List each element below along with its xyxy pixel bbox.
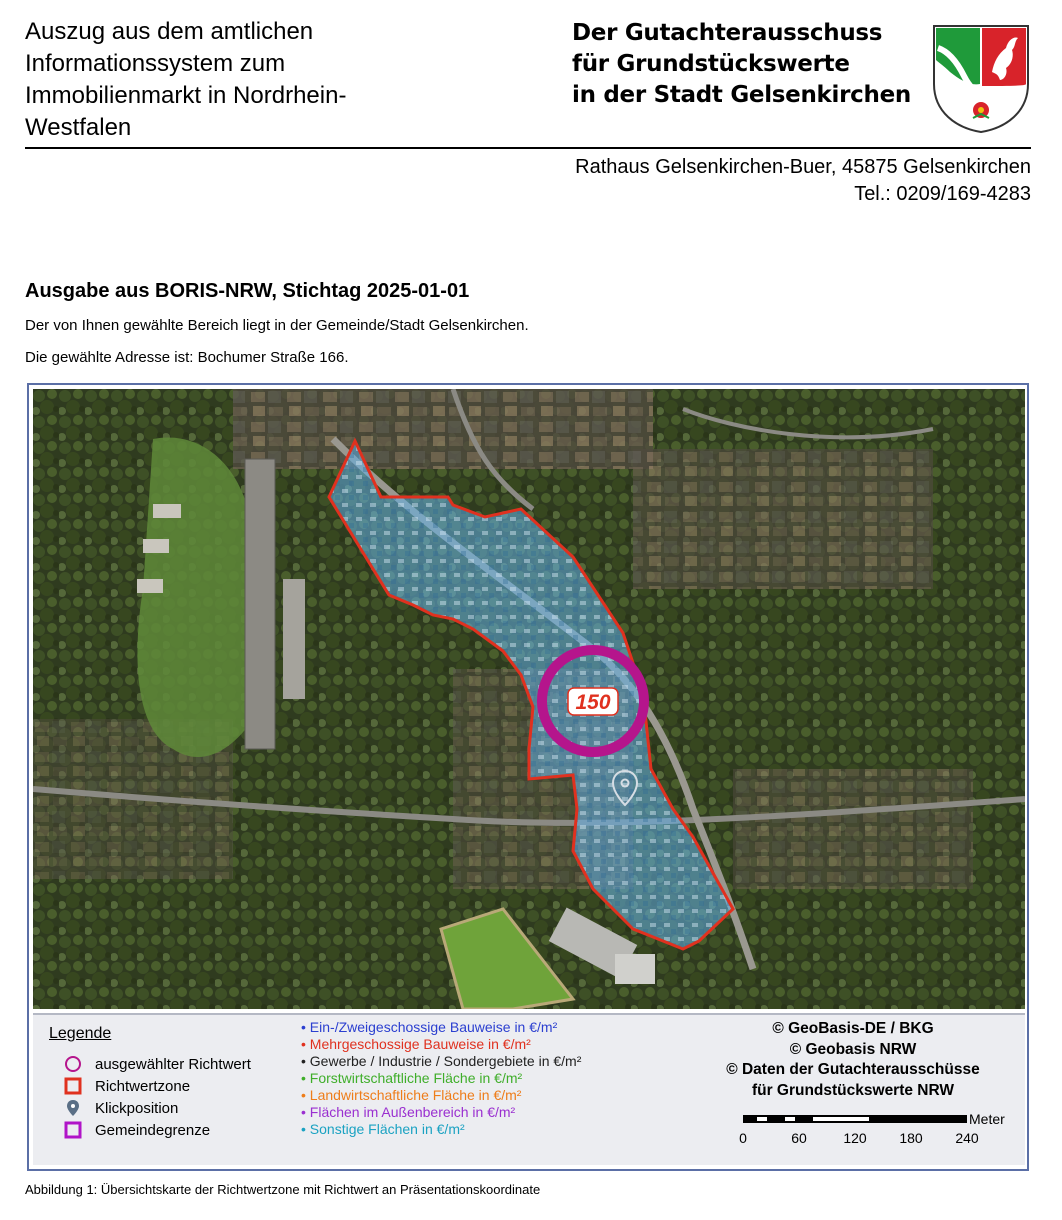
aerial-map[interactable] (33, 389, 1025, 1009)
header-left-line: Informationssystem zum (25, 50, 286, 77)
category-landwirtschaft: • Landwirtschaftliche Fläche in €/m² (301, 1087, 522, 1103)
report-title: Ausgabe aus BORIS-NRW, Stichtag 2025-01-01 (25, 280, 470, 302)
building (245, 459, 275, 749)
copyright-line: für Grundstückswerte NRW (751, 1081, 955, 1099)
category-sonstige: • Sonstige Flächen in €/m² (301, 1121, 465, 1137)
header-divider (25, 147, 1031, 149)
richtwert-value: 150 (575, 691, 611, 714)
legend-item (63, 1055, 251, 1073)
copyright-line: © Daten der Gutachterausschüsse (726, 1061, 980, 1078)
residential-block (733, 769, 973, 889)
scale-unit: Meter (969, 1111, 1005, 1127)
scale-tick: 60 (791, 1130, 807, 1146)
copyright-line: © GeoBasis-DE / BKG (772, 1020, 934, 1037)
legend-item (63, 1077, 190, 1095)
authority-line: für Grundstückswerte (572, 51, 850, 77)
legend-label: Gemeindegrenze (95, 1121, 211, 1139)
office-address (575, 154, 1031, 208)
circle-icon (63, 1055, 83, 1073)
legend-title: Legende (49, 1025, 112, 1042)
category-forstwirtschaft: • Forstwirtschaftliche Fläche in €/m² (301, 1070, 523, 1086)
legend-label: Klickposition (95, 1099, 179, 1117)
residential-block (633, 449, 933, 589)
header-left-line: Auszug aus dem amtlichen (25, 18, 314, 45)
scale-tick: 180 (899, 1130, 923, 1146)
scale-tick: 0 (739, 1130, 747, 1146)
building (153, 504, 181, 518)
square-outline-icon (63, 1077, 83, 1095)
legend-label: ausgewählter Richtwert (95, 1055, 251, 1073)
map-frame (27, 383, 1029, 1171)
building (137, 579, 163, 593)
building (283, 579, 305, 699)
map-legend (33, 1013, 1025, 1165)
copyright-line: © Geobasis NRW (789, 1040, 917, 1058)
header-left-line: Immobilienmarkt in Nordrhein- (25, 82, 347, 109)
authority-line: Der Gutachterausschuss (572, 20, 883, 46)
category-aussenbereich: • Flächen im Außenbereich in €/m² (301, 1104, 516, 1120)
scale-tick: 120 (843, 1130, 867, 1146)
map-pin-icon (63, 1099, 83, 1117)
address-line: Rathaus Gelsenkirchen-Buer, 45875 Gelsenkirchen (575, 156, 1031, 178)
square-outline-icon (63, 1121, 83, 1139)
legend-label: Richtwertzone (95, 1077, 191, 1095)
category-gewerbe: • Gewerbe / Industrie / Sondergebiete in €/m² (301, 1053, 582, 1069)
figure-caption: Abbildung 1: Übersichtskarte der Richtwertzone mit Richtwert an Präsentationskoordinate (25, 1182, 541, 1197)
selected-address-text: Die gewählte Adresse ist: Bochumer Straße 166. (25, 349, 349, 366)
copyright-block (693, 1019, 1013, 1101)
building (615, 954, 655, 984)
category-mehrgeschossig: • Mehrgeschossige Bauweise in €/m² (301, 1036, 531, 1052)
residential-block (233, 389, 653, 469)
building (143, 539, 169, 553)
phone-line: Tel.: 0209/169-4283 (854, 183, 1031, 205)
category-ein-zweigeschossig: • Ein-/Zweigeschossige Bauweise in €/m² (301, 1019, 558, 1035)
municipality-text: Der von Ihnen gewählte Bereich liegt in der Gemeinde/Stadt Gelsenkirchen. (25, 317, 529, 334)
header-left-text (25, 16, 445, 144)
legend-item (63, 1121, 210, 1139)
scale-tick: 240 (955, 1130, 979, 1146)
nrw-coat-of-arms-icon (928, 22, 1034, 134)
header-authority (572, 18, 911, 111)
authority-line: in der Stadt Gelsenkirchen (572, 82, 911, 108)
legend-item (63, 1099, 178, 1117)
scale-bar (738, 1111, 1018, 1161)
header-left-line: Westfalen (25, 114, 132, 141)
park-area (137, 437, 253, 757)
